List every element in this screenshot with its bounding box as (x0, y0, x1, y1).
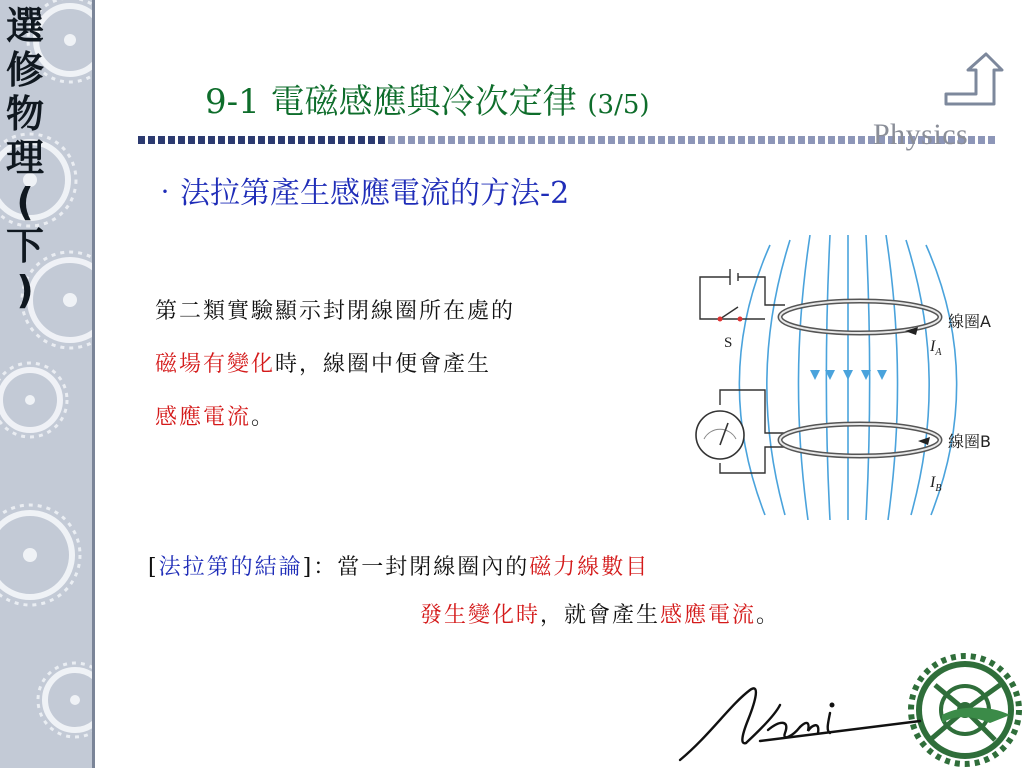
para-emphasis: 磁場有變化 (155, 352, 276, 377)
conclusion-emphasis: 發生變化時 (420, 603, 541, 628)
sidebar-char: 選 (5, 4, 44, 48)
vani-logo (660, 645, 1024, 768)
conclusion-line-2 (148, 592, 780, 640)
gear-icon (911, 656, 1019, 764)
para-emphasis: 感應電流 (155, 405, 252, 430)
galvanometer-icon (696, 411, 744, 459)
sidebar-char: 理 (5, 136, 44, 180)
conclusion-emphasis: 感應電流 (660, 603, 757, 628)
sidebar-char: 物 (5, 92, 44, 136)
bullet-heading: ‧法拉第產生感應電流的方法-2 (150, 176, 570, 211)
bracket-open: [ (148, 555, 159, 580)
slide-title (205, 74, 650, 123)
sidebar-char: ) (16, 268, 34, 312)
conclusion-text: ，就會產生 (540, 603, 661, 628)
field-arrows (810, 370, 887, 380)
conclusion-colon: ： (313, 555, 338, 580)
conclusion-line-1 (148, 544, 780, 592)
sidebar-char: ( (16, 180, 34, 224)
para-text: 。 (251, 405, 276, 430)
physics-brand: Physics (873, 118, 969, 151)
current-arrow-b (918, 437, 930, 445)
coil-b-highlight (780, 424, 940, 456)
switch-contact (718, 317, 723, 322)
section-number: 9-1 (205, 82, 260, 122)
signature-dot (830, 703, 835, 708)
signature-mark (680, 688, 920, 760)
coil-a-label: 線圈A (948, 312, 991, 331)
faraday-conclusion (148, 544, 780, 640)
part-indicator: (3/5) (587, 90, 650, 120)
bracket-close: ] (302, 555, 314, 580)
sidebar-char: 修 (5, 48, 44, 92)
explanation-paragraph (155, 285, 675, 444)
conclusion-text: 當一封閉線圈內的 (337, 555, 530, 580)
para-text: 時，線圈中便會產生 (275, 352, 492, 377)
return-arrow-icon[interactable] (942, 50, 1004, 108)
conclusion-text: 。 (756, 603, 781, 628)
current-a-label: $I_A$ (930, 338, 942, 358)
conclusion-label: 法拉第的結論 (158, 555, 303, 580)
switch-label: S (724, 335, 733, 351)
sidebar-title (2, 4, 48, 312)
conclusion-emphasis: 磁力線數目 (529, 555, 650, 580)
switch-contact (738, 317, 743, 322)
sidebar-char: 下 (5, 224, 44, 268)
para-text: 第二類實驗顯示封閉線圈所在處的 (155, 299, 516, 324)
coil-b-label: 線圈B (948, 432, 991, 451)
coil-diagram (690, 235, 1020, 520)
title-divider (138, 134, 998, 146)
title-text: 電磁感應與冷次定律 (270, 82, 577, 122)
sidebar (0, 0, 95, 768)
current-b-label: $I_B$ (930, 474, 942, 494)
